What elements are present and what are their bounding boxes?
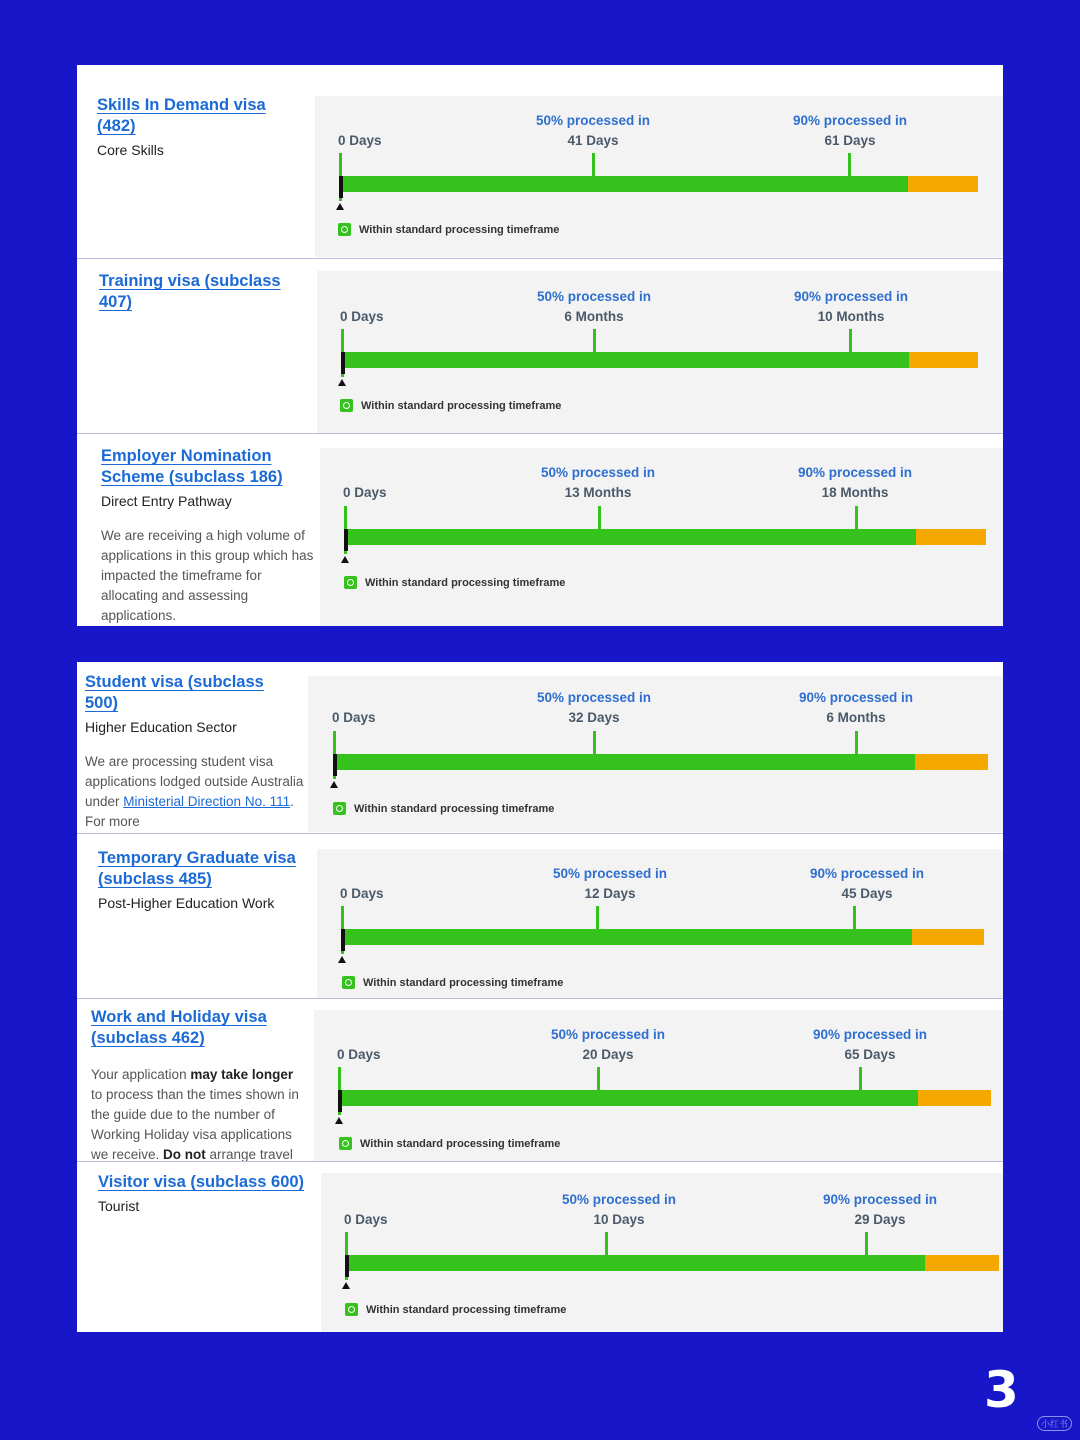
current-position-marker: [339, 176, 343, 198]
standard-timeframe-bar: [343, 352, 909, 368]
p50-tick: [593, 329, 596, 353]
position-pointer-icon: [338, 379, 346, 386]
visa-row-600: [77, 1162, 1003, 1332]
legend: Within standard processing timeframe: [342, 976, 563, 989]
p50-tick: [597, 1067, 600, 1091]
extended-timeframe-bar: [912, 929, 984, 945]
visa-row-186: [77, 434, 1003, 626]
p90-value: 61 Days: [824, 133, 876, 148]
visa-card-top: [77, 65, 1003, 626]
visa-title-link[interactable]: Skills In Demand visa (482): [97, 96, 266, 135]
p90-value: 29 Days: [854, 1212, 906, 1227]
p90-label: 90% processed in: [792, 113, 908, 128]
processing-timeline: [308, 676, 1003, 832]
current-position-marker: [333, 754, 337, 776]
visa-title-link[interactable]: Student visa (subclass 500): [85, 673, 264, 712]
p90-tick: [859, 1067, 862, 1091]
visa-stream: Tourist: [98, 1198, 140, 1214]
extended-timeframe-bar: [908, 176, 978, 192]
visa-title-link[interactable]: Employer Nomination Scheme (subclass 186): [101, 447, 283, 486]
watermark: 小红书: [1037, 1416, 1072, 1431]
position-pointer-icon: [335, 1117, 343, 1124]
p50-label: 50% processed in: [561, 1192, 677, 1207]
start-label: 0 Days: [338, 133, 382, 148]
extended-timeframe-bar: [915, 754, 988, 770]
clock-icon: [345, 1303, 358, 1316]
p50-tick: [598, 506, 601, 530]
p90-tick: [848, 153, 851, 177]
visa-stream: Post-Higher Education Work: [98, 895, 275, 911]
standard-timeframe-bar: [346, 529, 916, 545]
position-pointer-icon: [342, 1282, 350, 1289]
p50-tick: [605, 1232, 608, 1256]
p50-label: 50% processed in: [536, 690, 652, 705]
processing-timeline: [320, 448, 1003, 626]
visa-stream: Higher Education Sector: [85, 719, 237, 735]
visa-title-link[interactable]: Training visa (subclass 407): [99, 272, 281, 311]
visa-stream: Direct Entry Pathway: [101, 493, 232, 509]
p90-value: 65 Days: [844, 1047, 896, 1062]
clock-icon: [342, 976, 355, 989]
legend: Within standard processing timeframe: [338, 223, 559, 236]
p50-value: 6 Months: [564, 309, 624, 324]
processing-timeline: [317, 271, 1003, 433]
position-pointer-icon: [338, 956, 346, 963]
start-label: 0 Days: [340, 886, 384, 901]
clock-icon: [339, 1137, 352, 1150]
p90-label: 90% processed in: [822, 1192, 938, 1207]
p90-value: 10 Months: [817, 309, 885, 324]
visa-note: We are receiving a high volume of applications in this group which has impacted the timeframe for allocating and assessing applications.: [101, 528, 314, 623]
legend: Within standard processing timeframe: [333, 802, 554, 815]
extended-timeframe-bar: [918, 1090, 991, 1106]
extended-timeframe-bar: [916, 529, 986, 545]
p50-label: 50% processed in: [535, 113, 651, 128]
visa-title-link[interactable]: Visitor visa (subclass 600): [98, 1173, 305, 1191]
visa-info: [85, 672, 305, 833]
p90-value: 45 Days: [841, 886, 893, 901]
p90-value: 6 Months: [826, 710, 886, 725]
visa-info: [97, 95, 312, 258]
start-label: 0 Days: [344, 1212, 388, 1227]
current-position-marker: [341, 352, 345, 374]
visa-info: [98, 1172, 320, 1332]
p90-value: 18 Months: [821, 485, 889, 500]
visa-note: Your application may take longer to process than the times shown in the guide due to the number of Working Holiday visa applications we receive. Do not arrange travel: [91, 1067, 299, 1161]
p90-tick: [855, 731, 858, 755]
extended-timeframe-bar: [925, 1255, 999, 1271]
start-label: 0 Days: [343, 485, 387, 500]
visa-title-link[interactable]: Temporary Graduate visa (subclass 485): [98, 849, 296, 888]
current-position-marker: [338, 1090, 342, 1112]
p50-value: 32 Days: [568, 710, 620, 725]
position-pointer-icon: [341, 556, 349, 563]
ministerial-direction-link[interactable]: Ministerial Direction No. 111: [123, 794, 291, 809]
visa-row-462: [77, 999, 1003, 1162]
position-pointer-icon: [336, 203, 344, 210]
clock-icon: [338, 223, 351, 236]
clock-icon: [340, 399, 353, 412]
p90-label: 90% processed in: [797, 465, 913, 480]
legend: Within standard processing timeframe: [340, 399, 561, 412]
p50-label: 50% processed in: [552, 866, 668, 881]
p90-tick: [855, 506, 858, 530]
clock-icon: [333, 802, 346, 815]
legend: Within standard processing timeframe: [345, 1303, 566, 1316]
p50-label: 50% processed in: [536, 289, 652, 304]
p90-label: 90% processed in: [812, 1027, 928, 1042]
p50-tick: [596, 906, 599, 930]
visa-note: We are processing student visa applications lodged outside Australia under Ministerial Direction No. 111. For more: [85, 754, 304, 829]
standard-timeframe-bar: [335, 754, 915, 770]
clock-icon: [344, 576, 357, 589]
processing-timeline: [315, 96, 1003, 257]
p50-value: 41 Days: [567, 133, 619, 148]
standard-timeframe-bar: [340, 1090, 918, 1106]
p50-tick: [593, 731, 596, 755]
current-position-marker: [344, 529, 348, 551]
start-label: 0 Days: [332, 710, 376, 725]
visa-row-500: [77, 662, 1003, 834]
start-label: 0 Days: [337, 1047, 381, 1062]
p90-tick: [853, 906, 856, 930]
current-position-marker: [341, 929, 345, 951]
visa-info: [91, 1007, 305, 1161]
processing-timeline: [321, 1173, 1003, 1332]
standard-timeframe-bar: [347, 1255, 925, 1271]
start-label: 0 Days: [340, 309, 384, 324]
legend: Within standard processing timeframe: [344, 576, 565, 589]
visa-stream: Core Skills: [97, 142, 164, 158]
p90-label: 90% processed in: [793, 289, 909, 304]
page-number: 3: [984, 1361, 1019, 1419]
p90-label: 90% processed in: [809, 866, 925, 881]
visa-row-407: [77, 259, 1003, 434]
visa-info: [98, 848, 318, 998]
p50-value: 10 Days: [593, 1212, 645, 1227]
p50-value: 20 Days: [582, 1047, 634, 1062]
visa-card-bottom: [77, 662, 1003, 1332]
current-position-marker: [345, 1255, 349, 1277]
visa-info: [99, 271, 314, 433]
visa-info: [101, 446, 315, 626]
p50-tick: [592, 153, 595, 177]
p50-label: 50% processed in: [540, 465, 656, 480]
legend: Within standard processing timeframe: [339, 1137, 560, 1150]
p50-value: 12 Days: [584, 886, 636, 901]
p50-label: 50% processed in: [550, 1027, 666, 1042]
processing-timeline: [314, 1010, 1003, 1161]
visa-title-link[interactable]: Work and Holiday visa (subclass 462): [91, 1008, 267, 1047]
standard-timeframe-bar: [341, 176, 908, 192]
visa-row-482: [77, 65, 1003, 259]
p90-label: 90% processed in: [798, 690, 914, 705]
extended-timeframe-bar: [909, 352, 978, 368]
p50-value: 13 Months: [564, 485, 632, 500]
processing-timeline: [317, 849, 1003, 998]
p90-tick: [849, 329, 852, 353]
position-pointer-icon: [330, 781, 338, 788]
visa-row-485: [77, 834, 1003, 999]
p90-tick: [865, 1232, 868, 1256]
standard-timeframe-bar: [343, 929, 912, 945]
